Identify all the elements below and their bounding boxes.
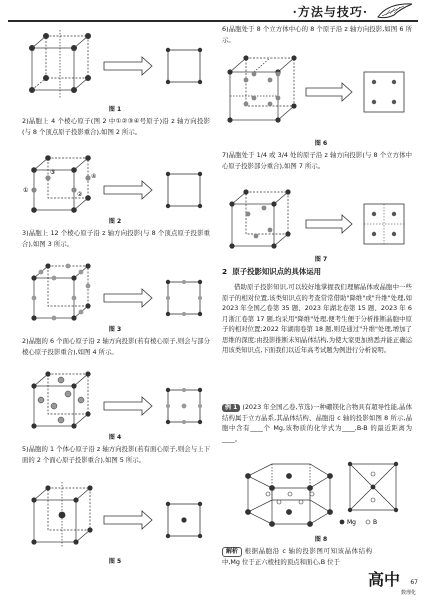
analysis-text: 根据晶胞沿 c 轴的投影图可知该晶体结构中,Mg 位于正六棱柱的顶点和面心,B 位于 xyxy=(222,547,372,566)
figure-6 xyxy=(218,48,414,132)
legend-mg-label: Mg xyxy=(347,519,356,526)
figure-5-caption: 图 5 xyxy=(108,558,122,565)
example-1 xyxy=(222,402,412,444)
circled-label-2: ② xyxy=(77,191,83,198)
figure-5 xyxy=(20,478,210,552)
section-number: 2 xyxy=(222,267,228,276)
section-title: 原子投影知识点的具体运用 xyxy=(232,267,322,276)
circled-label-3: ③ xyxy=(50,169,56,176)
legend-b-marker xyxy=(366,520,370,524)
footer-logo: 高中 xyxy=(367,570,400,589)
analysis-badge: 解析 xyxy=(222,547,242,557)
figure-4-caption: 图 4 xyxy=(108,434,122,441)
header-rule xyxy=(8,20,418,22)
section-heading xyxy=(222,266,321,277)
figure-2 xyxy=(20,152,210,222)
figure-7 xyxy=(218,186,414,254)
section-body: 借助原子投影知识,可以较好地掌握我们理解晶体或晶胞中一些原子的相对位置,该类知识点的考查常常借助"降维"或"升维"处理,如 2023 年全国乙卷第 35 题、2023 年湖北卷第 15 题、2023 年 6 月浙江卷第 17 题,均采用"降维"处理,便考生便于分析推断晶胞中原子的相对位置;2022 年湖南卷第 18 题,则是通过"升维"处理,增加了思维的深度;由投影推断未知晶体结构,为使大家更加熟悉并能正确运用该类知识点,下面我们以近年高考试题为例进行分析说明。 xyxy=(222,283,412,354)
legend-b-label: B xyxy=(373,519,378,526)
circled-label-1: ① xyxy=(23,187,29,194)
paragraph-7: 7)晶胞处于 1/4 或 3/4 处的原子沿 z 轴方向投影(与 8 个立方体中心原子投影部分重合),如图 7 所示。 xyxy=(222,151,412,170)
figure-3-caption: 图 3 xyxy=(108,326,122,333)
page-header xyxy=(0,0,426,22)
figure-4 xyxy=(20,366,210,438)
circled-label-4: ④ xyxy=(91,173,97,180)
figure-6-caption: 图 6 xyxy=(314,140,328,147)
figure-3 xyxy=(20,258,210,328)
quill-logo-icon xyxy=(374,1,416,21)
paragraph-6: 6)晶胞处于 8 个立方体中心的 8 个原子沿 z 轴方向投影,如图 6 所示。 xyxy=(222,25,412,44)
legend-mg-marker xyxy=(340,520,345,525)
figure-1-caption: 图 1 xyxy=(108,106,122,113)
page-number: 67 xyxy=(410,579,418,586)
figure-8-caption: 图 8 xyxy=(314,536,328,543)
paragraph-3: 3)晶胞上 12 个棱心原子沿 z 轴方向投影(与 8 个顶点原子投影重合),如图 3 所示。 xyxy=(22,229,210,248)
paragraph-4: 2)晶胞的 6 个面心原子沿 z 轴方向投影(若有棱心原子,则会与部分棱心原子投影重合),如图 4 所示。 xyxy=(22,337,210,356)
paragraph-2: 2)晶胞上 4 个棱心原子(图 2 中①②③④号原子)沿 z 轴方向投影(与 8 个顶点原子投影重合),如图 2 所示。 xyxy=(22,117,210,136)
figure-1 xyxy=(20,26,210,106)
figure-2-caption: 图 2 xyxy=(108,218,122,225)
analysis-block xyxy=(222,546,372,568)
figure-7-caption: 图 7 xyxy=(314,256,328,263)
example-badge: 例 1 xyxy=(222,404,240,412)
header-title: ·方法与技巧· xyxy=(292,5,368,19)
figure-8 xyxy=(238,446,408,532)
paragraph-5: 5)晶胞的 1 个体心原子沿 z 轴方向投影(若有面心原子,则会与上下面的 2 个面心原子投影重合),如图 5 所示。 xyxy=(22,445,210,464)
footer-subtitle: 数理化 xyxy=(400,590,416,596)
example-text: (2023 年全国乙卷,节选)一种硼镁化合物具有超导性能,晶体结构属于立方晶系,其晶体结构、晶胞沿 c 轴的投影如图 8 所示,晶胞中含有____个 Mg,该物质的化学式为____,B-B 的最近距离为____。 xyxy=(222,403,412,443)
